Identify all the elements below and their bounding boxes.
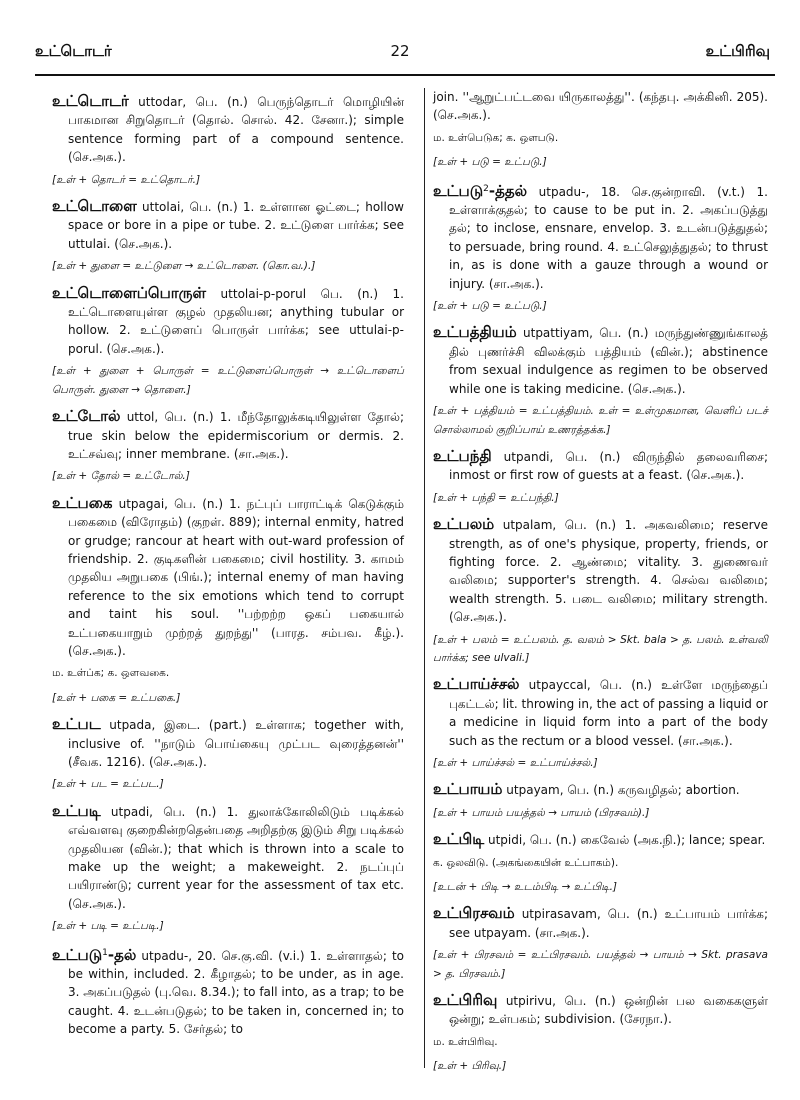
definition-text: uttodar, பெ. (n.) பெருந்தொடர் மொழியின் பாகமான சிறுதொடர் (தொல். சொல். 42. சேனா.); simple sentence forming part of a compound sentence. (செ.அக.). (68, 95, 404, 165)
etymology-note: [உள் + பிரசவம் = உட்பிரசவம். பயத்தல் → பாயம் → Skt. prasava > த. பிரசவம்.] (433, 949, 768, 980)
cognate-note: க. ஒலவிடு. (அகங்கையின் உட்பாகம்). (433, 856, 619, 869)
etymology-note: [உள் + படி = உட்படி.] (52, 920, 164, 933)
definition-text: utpalam, பெ. (n.) 1. அகவலிமை; reserve strength, as of one's physique, property, friends, or fighting force. 2. ஆண்மை; vitality. 3. துணைவர் வலிமை; supporter's strength. 4. செல்வ வலிமை; wealth strength. 5. படை வலிமை; military strength. (செ.அக.). (449, 518, 768, 625)
headword: உட்டோல் (52, 407, 121, 426)
dictionary-entry (433, 904, 768, 942)
definition-text: utpayam, பெ. (n.) கருவழிதல்; abortion. (502, 783, 740, 798)
headword: உட்டொடர் (52, 92, 129, 110)
dictionary-entry (52, 944, 404, 1039)
etymology-note: [உள் + துளை + பொருள் = உட்டுளைப்பொருள் → உட்டொளைப் பொருள். துளை → தொளை.] (52, 365, 404, 396)
definition-text: uttol, பெ. (n.) 1. மீந்தோலுக்கடியிலுள்ள தோல்; true skin below the epidermiscorium or dermis. 2. உட்சவ்வு; inner membrane. (சா.அக.). (68, 410, 404, 461)
dictionary-entry (433, 830, 768, 849)
dictionary-entry (433, 991, 768, 1029)
headword: உட்பந்தி (433, 446, 492, 465)
dictionary-entry (52, 715, 404, 771)
etymology-note: [உள் + பாயம் பயத்தல் → பாயம் (பிரசவம்).] (433, 806, 650, 819)
definition-text: utpadu-, 18. செ.குன்றாவி. (v.t.) 1. உள்ளாக்குதல்; to cause to be put in. 2. அகப்படுத்து தல்; to inclose, ensnare, envelop. 3. உடன்படுத்துதல்; to persuade, bring round. 4. உட்செலுத்துதல்; to thrust in, as is done with a gauze through a wound or injury. (சா.அக.). (449, 184, 768, 291)
etymology-note: [உள் + பலம் = உட்பலம். த. வலம் > Skt. bala > த. பலம். உள்வலி பார்க்க; see ulvali.] (433, 633, 768, 664)
definition-text: uttolai, பெ. (n.) 1. உள்ளான ஓட்டை; hollow space or bore in a pipe or tube. 2. உட்டுளை பார்க்க; see uttulai. (செ.அக.). (68, 200, 404, 251)
dictionary-entry (433, 675, 768, 750)
etymology-note: [உள் + பட = உட்பட.] (52, 778, 164, 791)
definition-text: utpadi, பெ. (n.) 1. துலாக்கோலிலிடும் படிக்கல் எவ்வளவு குறைகின்றதென்பதை அறிதற்கு இடும் சிறு படிக்கல் முதலியன (வின்.); that which is thrown into a scale to make up the weight; a makeweight. 2. நடப்புப் பயிராண்டு; current year for the assessment of tax etc. (செ.அக.). (68, 804, 404, 911)
dictionary-entry (433, 515, 768, 626)
etymology-note: [உள் + பத்தியம் = உட்பத்தியம். உள் = உள்முகமான, வெளிப் படச் சொல்லாமல் குறிப்பாய் உணரத்தக்க.] (433, 405, 768, 436)
headword: உட்பிரிவு (433, 991, 498, 1010)
etymology-note: [உள் + பந்தி = உட்பந்தி.] (433, 491, 559, 504)
headword: உட்டொளை (52, 197, 137, 216)
etymology-note: [உள் + படு = உட்படு.] (433, 156, 547, 169)
headword: உட்படி (52, 801, 101, 820)
etymology-note: [உள் + துளை = உட்டுளை → உட்டொளை. (கொ.வ.).] (52, 260, 316, 273)
headword-suffix: -த்தல் (488, 181, 528, 200)
definition-text: utpada, இடை. (part.) உள்ளாக; together with, inclusive of. ''நாடும் பொய்கையு முட்பட வுரைத்தனன்'' (சீவக. 1216). (செ.அக.). (68, 718, 404, 769)
dictionary-entry (433, 180, 768, 293)
etymology-note: [உள் + தோல் = உட்டோல்.] (52, 470, 190, 483)
definition-text: utpagai, பெ. (n.) 1. நட்புப் பாராட்டிக் கெடுக்கும் பகைமை (விரோதம்) (குறள். 889); internal enmity, hatred or grudge; rancour at heart with out-ward profession of friendship. 2. குடிகளின் பகைமை; civil hostility. 3. காமம் முதலிய அறுபகை (பிங்.); internal enemy of man having reference to the six emotions which tend to corrupt and taint his soul. ''பற்றற்ற ஒகப் பகையால் உட்பகையாறும் முற்றத் துறந்து'' (பாரத. சம்பவ. கீழ்.). (செ.அக.). (68, 496, 404, 658)
definition-text: uttolai-p-porul பெ. (n.) 1. உட்டொளையுள்ள குழல் முதலியன; anything tubular or hollow. 2. உட்டுளைப் பொருள் பார்க்க; see uttulai-p-porul. (செ.அக.). (68, 286, 404, 356)
etymology-note: [உள் + படு = உட்படு.] (433, 300, 547, 313)
right-column (433, 88, 768, 1084)
etymology-note: [உள் + பகை = உட்பகை.] (52, 691, 181, 704)
continued-text: join. ''ஆறுட்பட்டவை யிருகாலத்து''. (கந்தபு. அக்கினி. 205). (செ.அக.). (433, 90, 768, 123)
homonym-number: 2 (483, 183, 489, 194)
running-head-left: உட்டொடர் (35, 42, 112, 60)
dictionary-entry (433, 323, 768, 398)
headword: உட்பத்தியம் (433, 323, 517, 342)
headword: உட்பிடி (433, 830, 485, 849)
running-head-right: உட்பிரிவு (705, 42, 770, 60)
column-divider (424, 88, 425, 1068)
headword: உட்பலம் (433, 515, 495, 534)
definition-text: utpandi, பெ. (n.) விருந்தில் தலைவரிசை; inmost or first row of guests at a feast. (செ.அக.). (449, 449, 768, 483)
dictionary-entry (52, 494, 404, 661)
dictionary-entry (52, 407, 404, 463)
headword: உட்படு (52, 945, 103, 964)
definition-text: utpadu-, 20. செ.கு.வி. (v.i.) 1. உள்ளாதல்; to be within, included. 2. கீழாதல்; to be under, as in age. 3. அகப்படுதல் (பு.வெ. 8.34.); to fall into, as a trap; to be caught. 4. உடன்படுதல்; to be taken in, concerned in; to become a party. 5. சேர்தல்; to (68, 948, 404, 1037)
definition-text: utpattiyam, பெ. (n.) மருந்துண்ணுங்காலத் தில் புணர்ச்சி விலக்கும் பத்தியம் (வின்.); abstinence from sexual indulgence as regimen to be observed while one is taking medicine. (செ.அக.). (449, 326, 768, 396)
definition-text: utpirivu, பெ. (n.) ஒன்றின் பல வகைகளுள் ஒன்று; உள்பகம்; subdivision. (சேரநா.). (449, 994, 768, 1027)
etymology-note: [உள் + பிரிவு.] (433, 1060, 507, 1073)
headword: உட்பட (52, 715, 101, 734)
headword: உட்டொளைப்பொருள் (52, 283, 206, 302)
page-number: 22 (390, 42, 410, 60)
dictionary-entry (433, 780, 768, 799)
dictionary-entry (433, 447, 768, 485)
etymology-note: [உள் + தொடர் = உட்தொடர்.] (52, 173, 201, 186)
dictionary-entry (52, 197, 404, 253)
dictionary-entry (52, 802, 404, 913)
headword: உட்பாயம் (433, 780, 503, 799)
headword: உட்பிரசவம் (433, 904, 515, 923)
header-rule (35, 74, 775, 76)
definition-text: utpirasavam, பெ. (n.) உட்பாயம் பார்க்க; see utpayam. (சா.அக.). (449, 907, 768, 940)
cognate-note: ம. உள்பிரிவு. (433, 1035, 498, 1048)
headword: உட்படு (433, 181, 484, 200)
homonym-number: 1 (102, 947, 108, 958)
headword: உட்பகை (52, 493, 113, 512)
dictionary-entry (52, 92, 404, 167)
dictionary-entry (52, 284, 404, 359)
definition-text: utpayccal, பெ. (n.) உள்ளே மருந்தைப் புகட்டல்; lit. throwing in, the act of passing a liquid or a medicine in liquid form into a part of the body such as the rectum or a blood vessel. (சா.அக.). (449, 678, 768, 748)
cognate-note: ம. உள்பெடுக; க. ஒளபடு. (433, 131, 559, 144)
cognate-note: ம. உள்ப்க; க. ஒளவகை. (52, 667, 170, 680)
left-column (52, 92, 404, 1043)
etymology-note: [உடன் + பிடி → உடம்பிடி → உட்பிடி.] (433, 881, 618, 894)
etymology-note: [உள் + பாய்ச்சல் = உட்பாய்ச்சல்.] (433, 757, 598, 769)
headword: உட்பாய்ச்சல் (433, 675, 520, 694)
headword-suffix: -தல் (107, 945, 137, 964)
definition-text: utpidi, பெ. (n.) கைவேல் (அக.நி.); lance; spear. (484, 833, 766, 848)
